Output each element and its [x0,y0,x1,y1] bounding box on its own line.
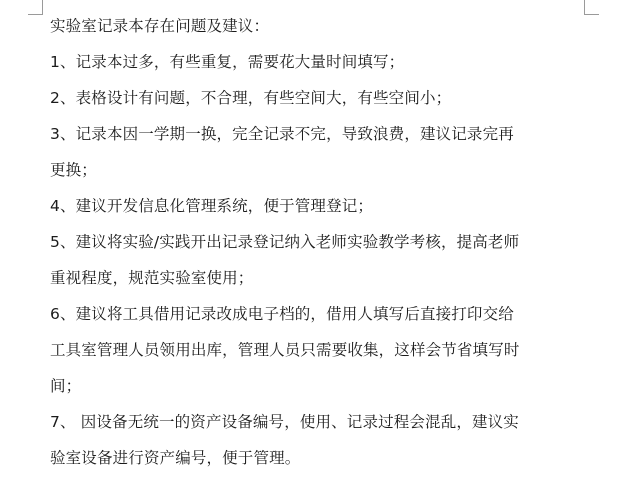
document-heading: 实验室记录本存在问题及建议： [50,17,270,35]
text-line: 重视程度，规范实验室使用； [50,269,254,287]
text-line: 更换； [50,161,97,179]
document-body [50,8,572,476]
text-line: 2、表格设计有问题，不合理，有些空间大，有些空间小； [50,89,452,107]
text-line: 4、建议开发信息化管理系统，便于管理登记； [50,197,374,215]
text-line: 1、记录本过多，有些重复，需要花大量时间填写； [50,53,405,71]
text-line: 间； [50,377,82,395]
text-line: 验室设备进行资产编号，便于管理。 [50,449,301,467]
text-line: 工具室管理人员领用出库，管理人员只需要收集，这样会节省填写时 [50,341,520,359]
page-corner-mark-right [584,0,599,15]
page-corner-mark-left [28,0,43,15]
text-line: 6、建议将工具借用记录改成电子档的，借用人填写后直接打印交给 [50,305,514,323]
text-line: 3、记录本因一学期一换，完全记录不完，导致浪费，建议记录完再 [50,125,514,143]
text-line: 7、 因设备无统一的资产设备编号，使用、记录过程会混乱，建议实 [50,413,519,431]
text-line: 5、建议将实验/实践开出记录登记纳入老师实验教学考核，提高老师 [50,233,520,251]
